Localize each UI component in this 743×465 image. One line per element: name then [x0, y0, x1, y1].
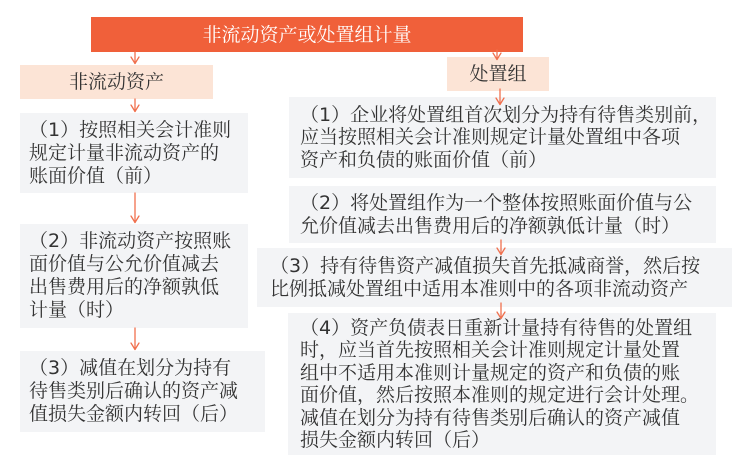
step-text-line: 待售类别后确认的资产减	[29, 380, 239, 402]
step-text-line: （3）持有待售资产减值损失首先抵减商誉，然后按	[270, 255, 701, 277]
arrow-down-icon	[129, 328, 141, 350]
step-text-line: 比例抵减处置组中适用本准则中的各项非流动资产	[270, 277, 689, 300]
disposal-group-step-2	[289, 186, 716, 243]
non-current-step-3	[20, 351, 265, 432]
step-text-line: 面价值与公允价值减去	[29, 253, 220, 275]
step-text-line: （2）将处置组作为一个整体按照账面价值与公	[300, 192, 693, 214]
disposal-group-header-text: 处置组	[469, 63, 527, 85]
disposal-group-step-4	[288, 313, 716, 455]
arrow-down-icon	[494, 89, 506, 105]
non-current-step-2	[20, 224, 248, 328]
arrow-down-icon	[129, 99, 141, 112]
step-text-line: 时，应当首先按照相关会计准则规定计量处置	[300, 339, 681, 361]
non-current-assets-header-text: 非流动资产	[68, 71, 164, 93]
step-text-line: 资产和负债的账面价值（前）	[300, 148, 548, 171]
non-current-step-1	[20, 113, 248, 193]
step-text-line: 规定计量非流动资产的	[29, 141, 220, 164]
non-current-assets-header	[20, 65, 213, 99]
disposal-group-step-1	[289, 97, 716, 178]
step-text-line: （4）资产负债表日重新计量持有待售的处置组	[300, 316, 693, 339]
step-text-line: 账面价值（前）	[29, 164, 163, 187]
step-text-line: 减值在划分为持有待售类别后确认的资产减值	[300, 406, 681, 429]
step-text-line: 值损失金额内转回（后）	[29, 403, 239, 425]
step-text-line: 面价值，然后按照本准则的规定进行会计处理。	[300, 384, 700, 406]
disposal-group-header	[447, 57, 549, 91]
arrow-down-icon	[491, 50, 503, 60]
step-text-line: 损失金额内转回（后）	[300, 429, 491, 451]
disposal-group-step-3	[257, 248, 732, 307]
step-text-line: （3）减值在划分为持有	[29, 357, 232, 379]
step-text-line: （1）按照相关会计准则	[29, 118, 232, 141]
step-text-line: （1）企业将处置组首次划分为持有待售类别前，	[300, 103, 712, 126]
step-text-line: 计量（时）	[29, 299, 125, 321]
diagram-title	[91, 17, 523, 52]
step-text-line: 出售费用后的净额孰低	[29, 276, 220, 298]
arrow-down-icon	[495, 303, 507, 319]
diagram-title-text: 非流动资产或处置组计量	[202, 23, 412, 46]
step-text-line: 允价值减去出售费用后的净额孰低计量（时）	[300, 214, 681, 237]
arrow-down-icon	[129, 52, 141, 64]
step-text-line: （2）非流动资产按照账	[29, 230, 232, 252]
step-text-line: 应当按照相关会计准则规定计量处置组中各项	[300, 126, 681, 149]
arrow-down-icon	[495, 240, 507, 255]
step-text-line: 组中不适用本准则计量规定的资产和负债的账	[300, 361, 681, 384]
arrow-down-icon	[129, 193, 141, 223]
